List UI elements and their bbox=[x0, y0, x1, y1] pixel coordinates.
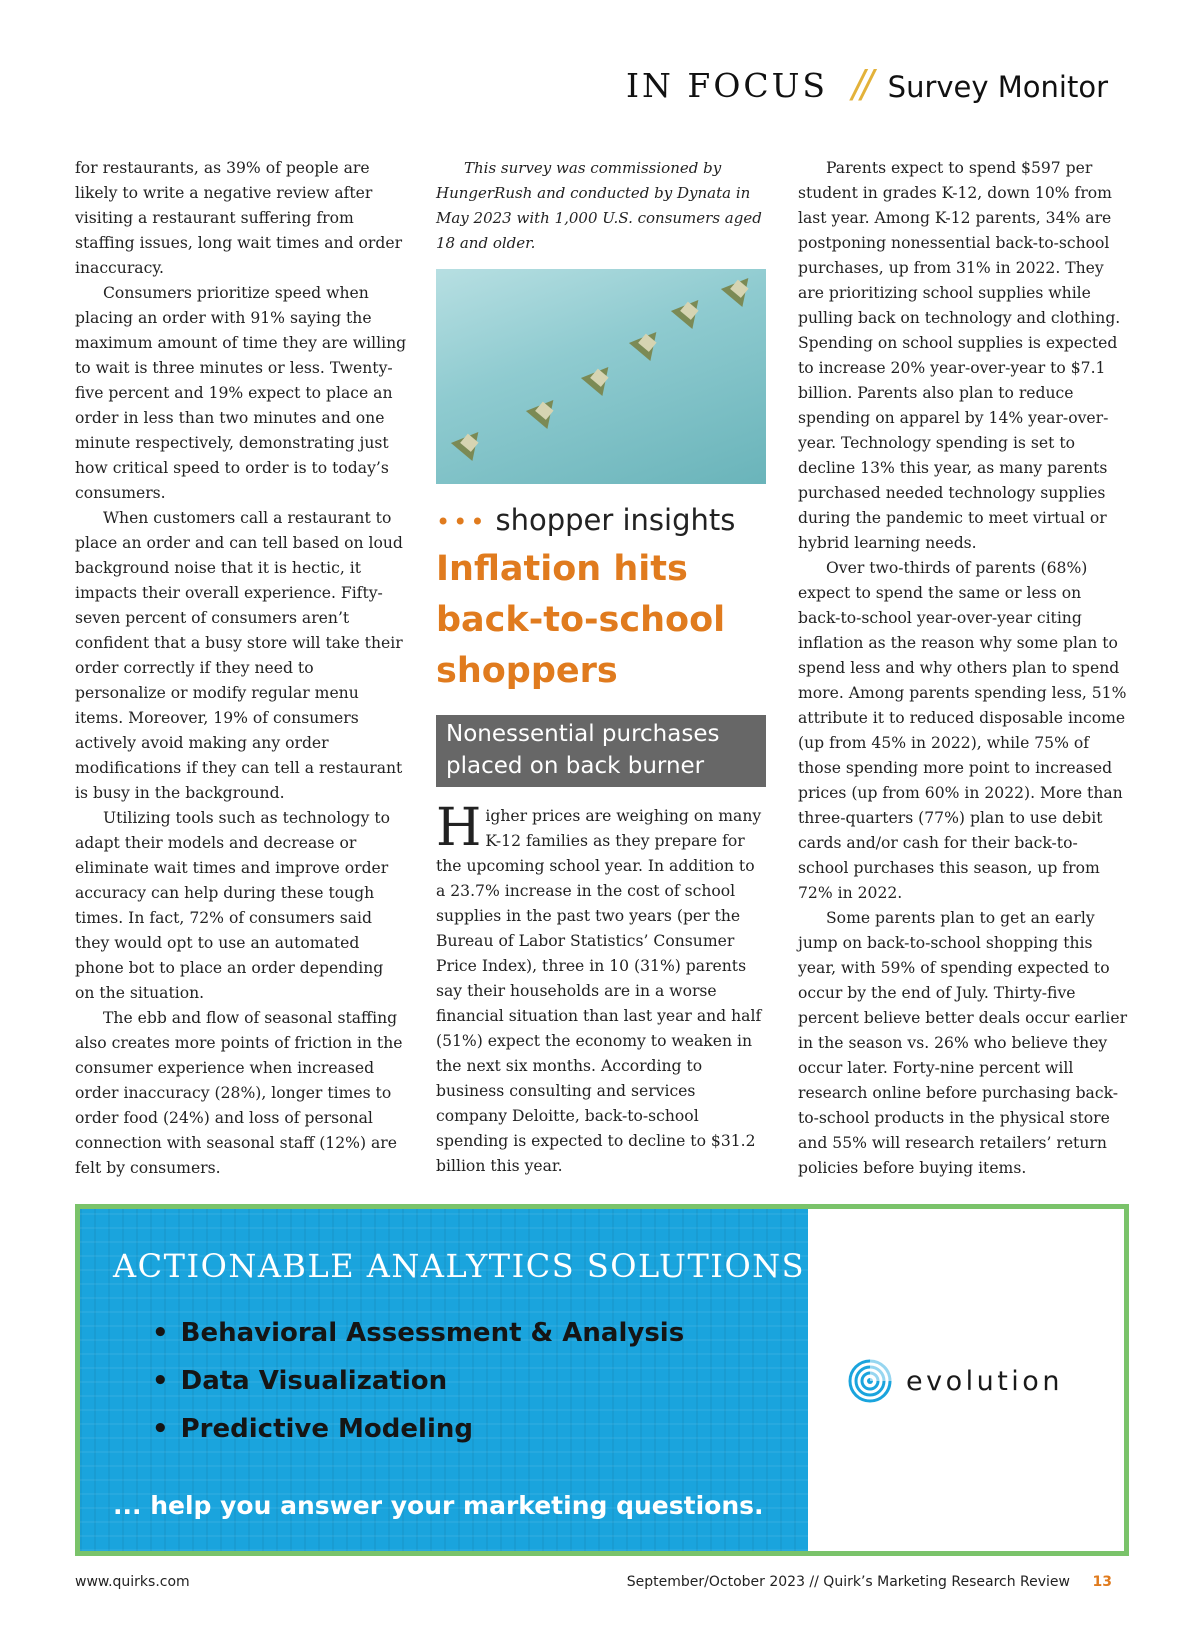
paragraph: Consumers prioritize speed when placing an order with 91% saying the maximum amount of time they are willing to wait is three minutes or less. Twenty-five percent and 19% expect to place an order in less than two minutes and one minute respectively, demonstrating just how critical speed to order is to today’s consumers. bbox=[75, 284, 407, 502]
money-planes-photo bbox=[436, 269, 766, 484]
spiral-logo-icon bbox=[848, 1359, 892, 1403]
ad-bullet-list bbox=[152, 1309, 684, 1453]
kicker bbox=[436, 502, 766, 540]
ad-title: ACTIONABLE ANALYTICS SOLUTIONS bbox=[113, 1247, 806, 1285]
footer-issue: September/October 2023 // Quirk’s Marketing Research Review bbox=[626, 1574, 1070, 1590]
kicker-dots: ••• bbox=[436, 508, 488, 536]
survey-credit: This survey was commissioned by HungerRush and conducted by Dynata in May 2023 with 1,000 U.S. consumers aged 18 and older. bbox=[436, 159, 762, 252]
paragraph: Utilizing tools such as technology to adapt their models and decrease or eliminate wait times and improve order accuracy can help during these tough times. In fact, 72% of consumers said they would opt to use an automated phone bot to place an order depending on the situation. bbox=[75, 809, 391, 1002]
ad-bullet: • Behavioral Assessment & Analysis bbox=[152, 1309, 684, 1357]
article-body bbox=[436, 798, 766, 1179]
ad-bullet: • Predictive Modeling bbox=[152, 1405, 684, 1453]
kicker-label: shopper insights bbox=[495, 503, 736, 537]
section-title: IN FOCUS bbox=[626, 66, 829, 105]
paragraph: Over two-thirds of parents (68%) expect to spend the same or less on back-to-school year-over-year citing inflation as the reason why some plan to spend less and why others plan to spend more. Among parents spending less, 51% attribute it to reduced disposable income (up from 45% in 2022), while 75% of those spending more point to increased prices (up from 60% in 2022). More than three-quarters (77%) plan to use debit cards and/or cash for their back-to-school purchases this season, up from 72% in 2022. bbox=[798, 559, 1127, 902]
paragraph: for restaurants, as 39% of people are likely to write a negative review after visiting a restaurant suffering from staffing issues, long wait times and order inaccuracy. bbox=[75, 159, 403, 277]
ad-bullet: • Data Visualization bbox=[152, 1357, 684, 1405]
money-plane-image bbox=[526, 391, 564, 429]
left-column bbox=[75, 156, 407, 1181]
section-header bbox=[626, 62, 1108, 106]
page-number: 13 bbox=[1092, 1574, 1112, 1590]
drop-cap: H bbox=[436, 798, 482, 858]
section-subtitle: Survey Monitor bbox=[887, 70, 1108, 104]
paragraph: The ebb and flow of seasonal staffing also creates more points of friction in the consumer experience when increased order inaccuracy (28%), longer times to order food (24%) and loss of personal connection with seasonal staff (12%) are felt by consumers. bbox=[75, 1009, 403, 1177]
article-headline: Inflation hits back-to-school shoppers bbox=[436, 549, 726, 691]
footer-url[interactable]: www.quirks.com bbox=[75, 1574, 190, 1590]
brand-wordmark: evolution bbox=[906, 1365, 1063, 1397]
paragraph: Parents expect to spend $597 per student in grades K-12, down 10% from last year. Among K-12 parents, 34% are postponing nonessential back-to-school purchases, up from 31% in 2022. They are prioritizing school supplies while pulling back on technology and clothing. Spending on school supplies is expected to increase 20% year-over-year to $7.1 billion. Parents also plan to reduce spending on apparel by 14% year-over-year. Technology spending is set to decline 13% this year, as many parents purchased needed technology supplies during the pandemic to meet virtual or hybrid learning needs. bbox=[798, 159, 1121, 552]
ad-tagline: ... help you answer your marketing questions. bbox=[113, 1491, 764, 1520]
ad-panel bbox=[80, 1209, 808, 1551]
article-deck: Nonessential purchases placed on back burner bbox=[436, 715, 766, 787]
paragraph: Some parents plan to get an early jump on back-to-school shopping this year, with 59% of spending expected to occur by the end of July. Thirty-five percent believe better deals occur earlier in the season vs. 26% who believe they occur later. Forty-nine percent will research online before purchasing back-to-school products in the physical store and 55% will research retailers’ return policies before buying items. bbox=[798, 909, 1128, 1177]
header-separator: // bbox=[852, 62, 870, 106]
paragraph: When customers call a restaurant to place an order and can tell based on loud background noise that it is hectic, it impacts their overall experience. Fifty-seven percent of consumers aren’t confident that a busy store will take their order correctly if they need to personalize or modify regular menu items. Moreover, 19% of consumers actively avoid making any order modifications if they can tell a restaurant is busy in the background. bbox=[75, 509, 403, 802]
money-plane-image bbox=[451, 423, 489, 461]
article-body-text: igher prices are weighing on many K-12 families as they prepare for the upcoming school year. In addition to a 23.7% increase in the cost of school supplies in the past two years (per the Bureau of Labor Statistics’ Consumer Price Index), three in 10 (31%) parents say their households are in a worse financial situation than last year and half (51%) expect the economy to weaken in the next six months. According to business consulting and services company Deloitte, back-to-school spending is expected to decline to $31.2 billion this year. bbox=[436, 807, 762, 1175]
money-plane-image bbox=[721, 269, 759, 307]
money-plane-image bbox=[629, 323, 667, 361]
money-plane-image bbox=[581, 358, 619, 396]
advertisement[interactable] bbox=[75, 1204, 1129, 1556]
money-plane-image bbox=[671, 291, 709, 329]
middle-column bbox=[436, 156, 766, 1179]
evolution-logo bbox=[848, 1359, 1063, 1403]
right-column bbox=[798, 156, 1128, 1181]
